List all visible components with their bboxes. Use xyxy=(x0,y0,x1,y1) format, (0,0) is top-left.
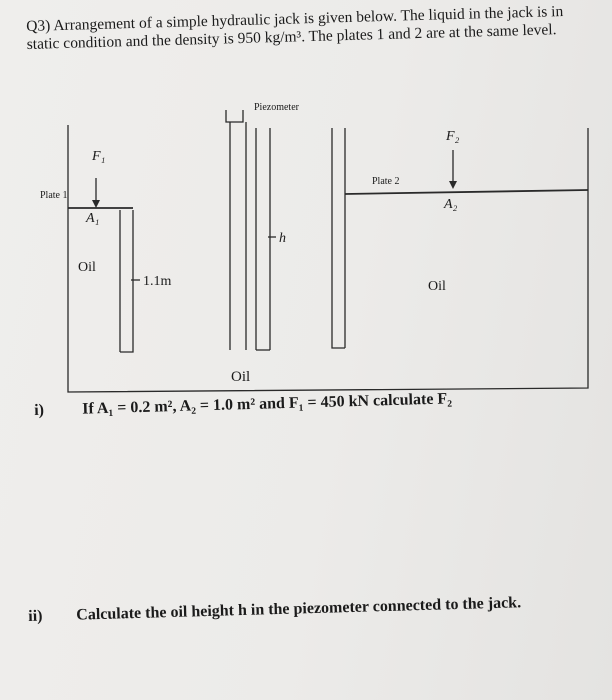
left-cylinder-wall xyxy=(68,125,588,392)
piezometer-tube-left xyxy=(226,110,243,122)
part-i-number: i) xyxy=(34,401,45,419)
plate-1-label: Plate 1 xyxy=(40,190,68,201)
oil-right-label: Oil xyxy=(428,279,446,294)
question-text: Q3) Arrangement of a simple hydraulic jack is given below. The liquid in the jack is in static condition and the density is 950 kg/m³. The plates 1 and 2 are at the same level. xyxy=(26,3,564,53)
f2-arrowhead xyxy=(449,181,457,189)
a1-label: A₁ xyxy=(86,211,100,226)
height-label: 1.1m xyxy=(143,274,172,289)
f2-label: F₂ xyxy=(446,129,460,144)
oil-left-label: Oil xyxy=(78,260,96,275)
h-label: h xyxy=(279,231,286,246)
f1-arrowhead xyxy=(92,200,100,208)
a2-label: A₂ xyxy=(444,197,458,212)
piezometer-label: Piezometer xyxy=(254,102,299,113)
oil-bottom-label: Oil xyxy=(231,369,251,385)
left-connector xyxy=(120,210,133,352)
plate-2-label: Plate 2 xyxy=(372,176,400,187)
part-i-text: If A₁ = 0.2 m², A₂ = 1.0 m² and F₁ = 450 kN calculate F₂ xyxy=(81,390,453,418)
right-connector xyxy=(332,128,345,348)
part-ii-text: Calculate the oil height h in the piezometer connected to the jack. xyxy=(76,594,522,624)
f1-label: F₁ xyxy=(92,149,106,164)
part-ii-number: ii) xyxy=(28,607,43,625)
plate-2 xyxy=(345,190,588,194)
